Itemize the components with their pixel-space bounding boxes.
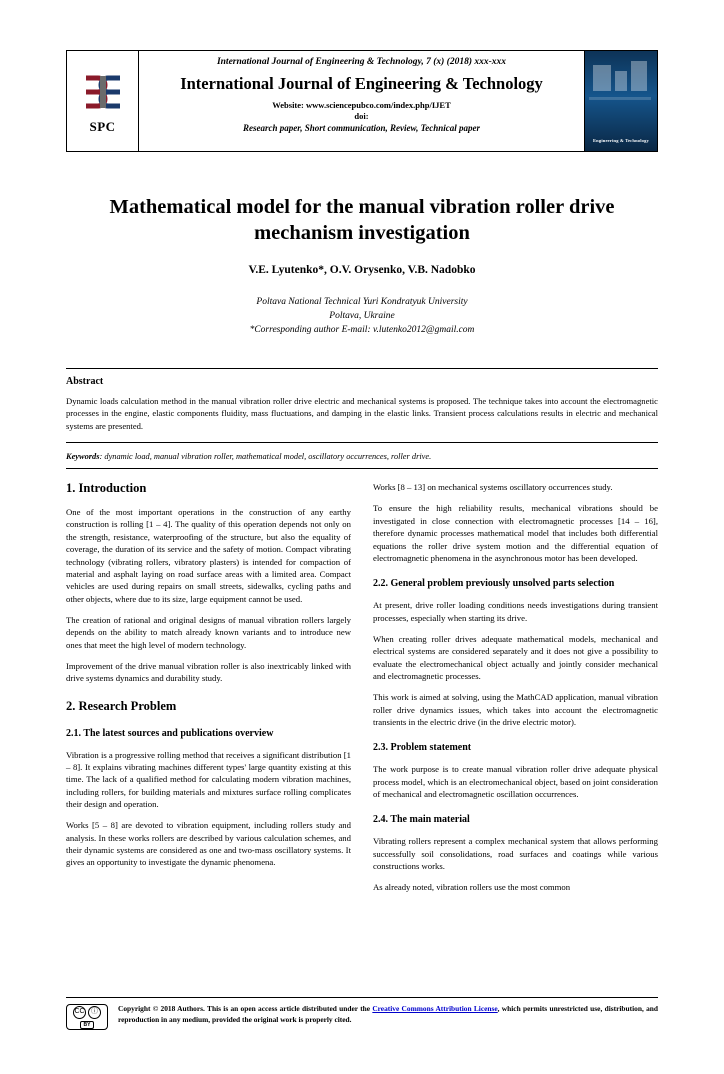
copyright-text-post: , which permits unrestricted use, distribution, and reproduction in any medium, provided the original work is properly cited. [118,1004,658,1024]
cc-mark: CC [73,1006,86,1019]
abstract-text: Dynamic loads calculation method in the manual vibration roller drive electric and mechanical systems is proposed. The technique takes into account the electromagnetic processes in the engine, elastic components fluidity, mass fluctuations, and damping in the elastic links. Transient process calculations results in electric and mechanical systems are presented. [66,395,658,431]
journal-title: International Journal of Engineering & Technology [180,74,543,93]
license-link[interactable]: Creative Commons Attribution License [372,1004,498,1013]
paragraph: This work is aimed at solving, using the MathCAD application, manual vibration roller drive dynamics issues, which takes into account the electromagnetic transients in the electric drive (in the drive electric motor). [373,692,658,727]
publisher-logo [67,51,139,151]
paragraph: When creating roller drives adequate mathematical models, mechanical and electrical systems are considered separately and it does not give a possibility to evaluate the electromechanical object actually and jointly consider mechanical and electromagnetic processes. [373,633,658,681]
affiliation-block [66,296,658,337]
paragraph: Improvement of the drive manual vibration roller is also inextricably linked with drive systems dynamics and durability study. [66,660,351,684]
keywords-label: Keywords [66,452,100,462]
paper-types: Research paper, Short communication, Review, Technical paper [242,123,481,134]
journal-doi: doi: [354,110,369,121]
copyright-text-pre: Copyright © 2018 Authors. This is an open access article distributed under the [118,1004,373,1013]
masthead-center [139,51,584,151]
subsection-2-3-heading: 2.3. Problem statement [373,742,472,754]
journal-issue-line: International Journal of Engineering & Technology, 7 (x) (2018) xxx-xxx [216,57,507,67]
paragraph: Works [5 – 8] are devoted to vibration equipment, including rollers study and analysis. In these works rollers are described by various calculation schemes, and their dynamic systems are considered as one and two-mass oscillatory systems. It gives an opportunity to investigate the dynamic phenomena. [66,820,351,868]
paragraph: To ensure the high reliability results, mechanical vibrations should be investigated in close connection with electromagnetic processes [14 – 16], therefore dynamic processes mathematical model that includes both differential equations the roller drive system motion and the differential equation of electromagnetic phenomena in the asynchronous motor has been developed. [373,503,658,563]
body-columns [66,481,658,894]
left-column [66,481,351,894]
copyright-notice [118,1004,658,1025]
author-list: V.E. Lyutenko*, O.V. Orysenko, V.B. Nadobko [248,264,476,277]
corresponding-author-email[interactable]: *Corresponding author E-mail: v.lutenko2012@gmail.com [249,325,475,335]
right-column [373,481,658,894]
abstract-heading: Abstract [66,375,104,387]
creative-commons-icon [66,1004,108,1030]
paragraph: The work purpose is to create manual vibration roller drive adequate physical process model, which is an electromechanical object, based on joint consideration of mechanical and electromagnetic oscillation occurrences. [373,764,658,799]
title-block [66,194,658,338]
abstract-top-rule [66,368,658,369]
subsection-2-2-heading: 2.2. General problem previously unsolved parts selection [373,578,615,590]
paper-page [0,50,724,1074]
paragraph: As already noted, vibration rollers use the most common [373,882,571,893]
paragraph: The creation of rational and original designs of manual vibration rollers largely depends on the ability to match already known variants and to introduce new ones that meet the high level of modern technology. [66,614,351,650]
section-research-problem-heading: 2. Research Problem [66,698,177,713]
paragraph: Works [8 – 13] on mechanical systems oscillatory occurrences study. [373,482,613,493]
abstract-bottom-rule [66,468,658,469]
affiliation-city: Poltava, Ukraine [329,311,395,322]
abstract-mid-rule [66,442,658,443]
keywords-line [66,452,658,461]
cc-by-mark: ⓘ [88,1006,101,1019]
paragraph: At present, drive roller loading conditions needs investigations during transient processes, especially when starting its drive. [373,600,658,623]
section-introduction-heading: 1. Introduction [66,481,147,496]
journal-cover-image [584,51,657,151]
journal-website[interactable]: Website: www.sciencepubco.com/index.php/IJET [272,100,451,110]
paragraph: One of the most important operations in the construction of any earthy construction is rolling [1 – 4]. The quality of this operation depends not only on the strength, resistance, waterproofing of the structure, but also the equality of coverage, the duration of its service and the safety of motion. Compact vibrating technology (vibrating rollers, vibratory plasters) is intended for compaction of material and asphalt laying on road surface areas with a limited area. Compact vehicles are used during repairs on small streets, sidewalks, cycling paths and other objects, where due to its size, large equipment cannot be used. [66,507,351,604]
paragraph: Vibration is a progressive rolling method that receives a significant distribution [1 – 8]. It explains vibrating machines different types' large quantity existing at this time. The lack of a qualified method for calculating modern vibration machines, including rollers, for building materials and mixtures surface rolling complicates their design and operation. [66,749,351,809]
journal-masthead [66,50,658,152]
subsection-2-1-heading: 2.1. The latest sources and publications overview [66,727,274,739]
cc-by-label: BY [80,1021,95,1029]
publisher-name: SPC [89,118,116,134]
page-title: Mathematical model for the manual vibration roller drive mechanism investigation [109,196,615,245]
subsection-2-4-heading: 2.4. The main material [373,814,470,826]
page-footer [66,997,658,1030]
abstract-section [66,368,658,469]
spc-logo-icon [78,68,128,118]
keywords-value: : dynamic load, manual vibration roller, mathematical model, oscillatory occurrences, roller drive. [99,452,432,462]
cover-caption: Engineering & Technology [592,138,650,143]
affiliation-university: Poltava National Technical Yuri Kondratyuk University [256,297,468,308]
paragraph: Vibrating rollers represent a complex mechanical system that allows performing successfully soil consolidations, road surfaces and coatings while various constructions works. [373,836,658,871]
